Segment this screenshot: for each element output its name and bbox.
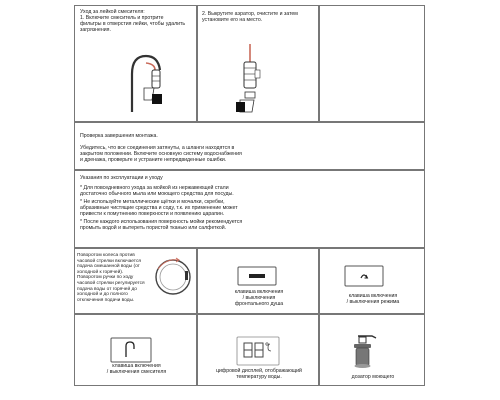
mode-button-icon [344, 265, 384, 287]
mixer-key-label: клавиша включения / выключения смесителя [106, 363, 167, 375]
knob-description: Поворотом колеса против часовой стрелки включается подача смешанной воды (от холодной к горячей). Поворотом ручки по ходу часовой стрелки регулируется подача воды от горячей до холодной и до полного отключения подачи воды. [77, 253, 145, 303]
install-check-title: Проверка завершения монтажа. [80, 133, 158, 139]
soap-dispenser-icon [344, 332, 384, 370]
panel-care-instructions [74, 170, 425, 248]
care-step1-text: 1. Включите смеситель и протрите фильтры в отверстия лейки, чтобы удалить загрязнения. [80, 15, 186, 33]
faucet-button-icon [110, 337, 152, 363]
dispenser-label: дозатор моющего [351, 374, 395, 380]
care-title: Уход за лейкой смесителя: [80, 9, 145, 15]
rotation-knob-icon [152, 256, 194, 298]
shower-button-icon [237, 266, 277, 286]
faucet-illustration [118, 44, 188, 114]
aerator-illustration [228, 44, 278, 116]
care-instructions-title: Указания по эксплуатации и уходу [80, 175, 163, 181]
care-instruction-item: * Для повседневного ухода за мойкой из нержавеющей стали достаточно обычного мыла или моющего средства для посуды. [80, 185, 234, 197]
install-check-body: Убедитесь, что все соединения затянуты, а шланги находятся в закрытом положении. Включите основную систему водоснабжения и дренажа, проверьте и устраните непредвиденные ошибки. [80, 145, 242, 163]
care-step2-text: 2. Выкрутите аэратор, очистите и затем установите его на место. [202, 11, 298, 23]
shower-key-label: клавиша включения / выключения фронтального душа [234, 289, 284, 307]
mode-key-label: клавиша включения / выключения режима [346, 293, 400, 305]
panel-install-check [74, 122, 425, 170]
panel-empty-1 [319, 5, 425, 122]
display-label: цифровой дисплей, отображающий температуру воды. [216, 368, 302, 380]
care-instruction-item: * После каждого использования поверхность мойки рекомендуется промыть водой и вытереть пористой тканью или салфеткой. [80, 219, 243, 231]
temperature-display-icon [236, 336, 280, 366]
care-instruction-item: * Не используйте металлические щётки и мочалки, скребки, абразивные чистящие средства и соду, т.к. их применение может привести к помутнению поверхности и появлению царапин. [80, 199, 238, 217]
